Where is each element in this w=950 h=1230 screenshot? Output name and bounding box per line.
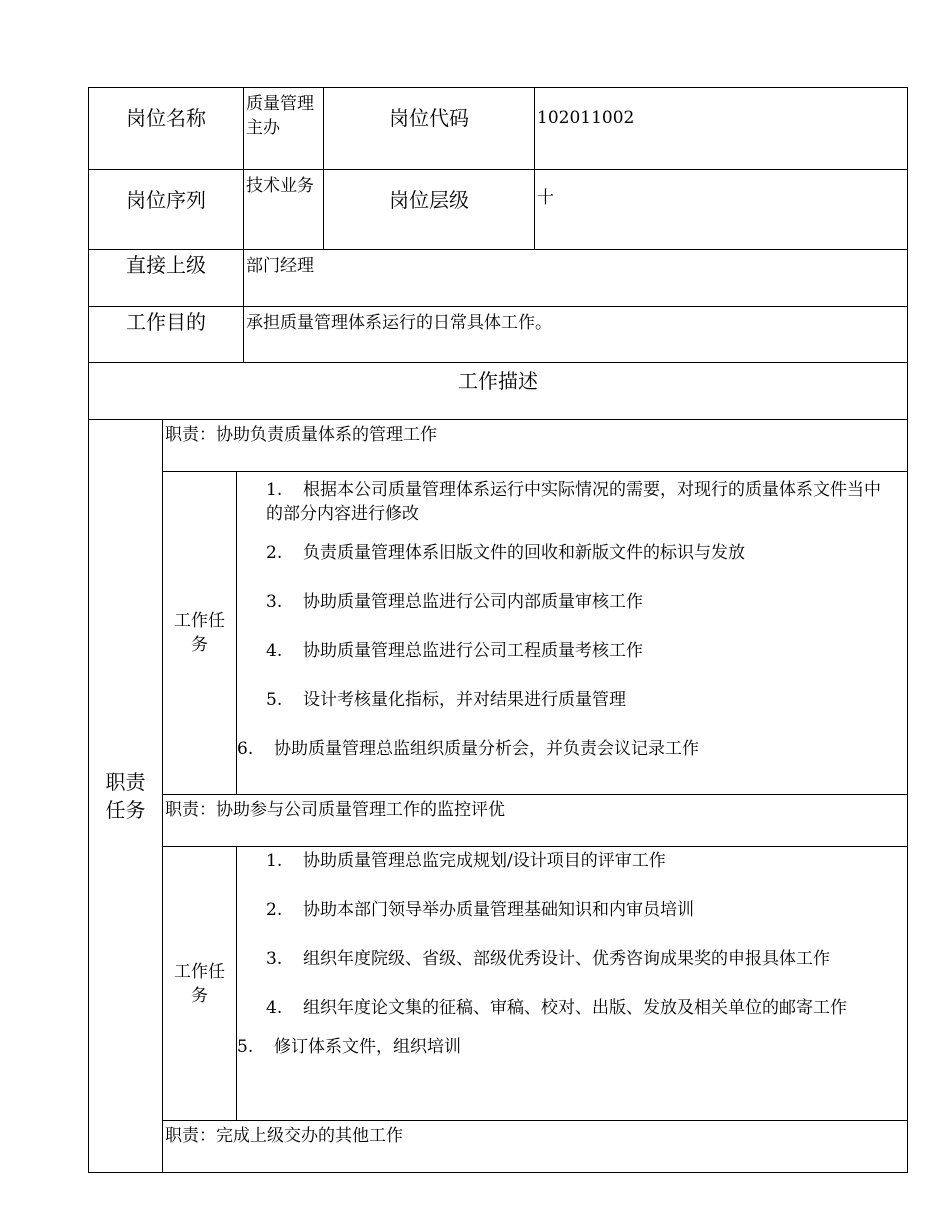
list-item: 4. 协助质量管理总监进行公司工程质量考核工作 [266, 641, 643, 661]
duty-tasks-side-label: 职责任务 [89, 420, 163, 1173]
purpose-value: 承担质量管理体系运行的日常具体工作。 [244, 307, 908, 363]
list-item: 4. 组织年度论文集的征稿、审稿、校对、出版、发放及相关单位的邮寄工作 [266, 998, 847, 1018]
list-item: 5. 修订体系文件，组织培训 [237, 1037, 461, 1057]
post-code-value: 102011002 [535, 88, 908, 170]
post-level-label: 岗位层级 [324, 170, 535, 250]
list-item: 5. 设计考核量化指标，并对结果进行质量管理 [266, 690, 626, 710]
superior-label: 直接上级 [89, 250, 244, 307]
duty-title: 职责：完成上级交办的其他工作 [163, 1121, 908, 1173]
post-name-label: 岗位名称 [89, 88, 244, 170]
task-label: 工作任务 [163, 847, 237, 1121]
task-list [237, 472, 908, 795]
task-label: 工作任务 [163, 472, 237, 795]
post-level-value: 十 [535, 170, 908, 250]
list-item: 3. 协助质量管理总监进行公司内部质量审核工作 [266, 592, 643, 612]
list-item: 1. 协助质量管理总监完成规划/设计项目的评审工作 [266, 851, 666, 871]
post-series-label: 岗位序列 [89, 170, 244, 250]
post-name-value: 质量管理主办 [244, 88, 324, 170]
list-item: 2. 负责质量管理体系旧版文件的回收和新版文件的标识与发放 [266, 543, 745, 563]
post-series-value: 技术业务 [244, 170, 324, 250]
list-item: 3. 组织年度院级、省级、部级优秀设计、优秀咨询成果奖的申报具体工作 [266, 949, 830, 969]
job-description-table [88, 87, 908, 1173]
list-item: 6. 协助质量管理总监组织质量分析会，并负责会议记录工作 [237, 739, 699, 759]
list-item: 1. 根据本公司质量管理体系运行中实际情况的需要，对现行的质量体系文件当中的部分内容进行修改 [266, 480, 881, 524]
duty-title: 职责：协助负责质量体系的管理工作 [163, 420, 908, 472]
task-list [237, 847, 908, 1121]
duty-title: 职责：协助参与公司质量管理工作的监控评优 [163, 795, 908, 847]
post-code-label: 岗位代码 [324, 88, 535, 170]
work-description-header: 工作描述 [89, 363, 908, 420]
purpose-label: 工作目的 [89, 307, 244, 363]
superior-value: 部门经理 [244, 250, 908, 307]
list-item: 2. 协助本部门领导举办质量管理基础知识和内审员培训 [266, 900, 694, 920]
